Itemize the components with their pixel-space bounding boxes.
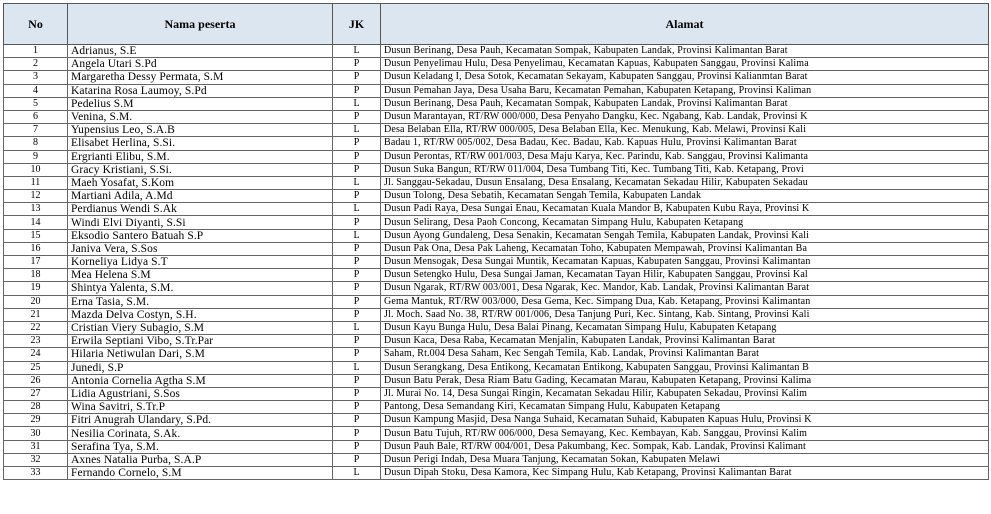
cell-alamat: Dusun Pemahan Jaya, Desa Usaha Baru, Kecamatan Pemahan, Kabupaten Ketapang, Provinsi Kaliman bbox=[381, 84, 989, 97]
cell-no: 3 bbox=[4, 71, 68, 84]
cell-nama: Lidia Agustriani, S.Sos bbox=[68, 387, 333, 400]
cell-jk: L bbox=[333, 467, 381, 480]
cell-jk: P bbox=[333, 401, 381, 414]
header-alamat: Alamat bbox=[381, 4, 989, 45]
table-row bbox=[4, 58, 989, 71]
cell-no: 26 bbox=[4, 374, 68, 387]
cell-alamat: Dusun Ayong Gundaleng, Desa Senakin, Kecamatan Sengah Temila, Kabupaten Landak, Provinsi Kali bbox=[381, 229, 989, 242]
cell-alamat: Dusun Penyelimau Hulu, Desa Penyelimau, Kecamatan Kapuas, Kabupaten Sanggau, Provinsi Kalima bbox=[381, 58, 989, 71]
cell-nama: Mazda Delva Costyn, S.H. bbox=[68, 308, 333, 321]
cell-nama: Elisabet Herlina, S.Si. bbox=[68, 137, 333, 150]
cell-jk: P bbox=[333, 440, 381, 453]
cell-nama: Ergrianti Elibu, S.M. bbox=[68, 150, 333, 163]
cell-alamat: Dusun Pauh Bale, RT/RW 004/001, Desa Pakumbang, Kec. Sompak, Kab. Landak, Provinsi Kalimant bbox=[381, 440, 989, 453]
cell-no: 13 bbox=[4, 203, 68, 216]
table-row bbox=[4, 163, 989, 176]
cell-nama: Adrianus, S.E bbox=[68, 45, 333, 58]
cell-no: 31 bbox=[4, 440, 68, 453]
cell-jk: L bbox=[333, 97, 381, 110]
cell-jk: P bbox=[333, 58, 381, 71]
cell-no: 23 bbox=[4, 335, 68, 348]
cell-alamat: Desa Belaban Ella, RT/RW 000/005, Desa Belaban Ella, Kec. Menukung, Kab. Melawi, Provinsi Kali bbox=[381, 124, 989, 137]
cell-jk: P bbox=[333, 190, 381, 203]
cell-nama: Janiva Vera, S.Sos bbox=[68, 242, 333, 255]
table-row bbox=[4, 150, 989, 163]
cell-no: 6 bbox=[4, 110, 68, 123]
participant-table bbox=[3, 3, 989, 480]
table-row bbox=[4, 176, 989, 189]
cell-no: 20 bbox=[4, 295, 68, 308]
cell-nama: Erwila Septiani Vibo, S.Tr.Par bbox=[68, 335, 333, 348]
table-row bbox=[4, 321, 989, 334]
cell-no: 30 bbox=[4, 427, 68, 440]
table-row bbox=[4, 440, 989, 453]
cell-no: 14 bbox=[4, 216, 68, 229]
cell-alamat: Dusun Setengko Hulu, Desa Sungai Jaman, Kecamatan Tayan Hilir, Kabupaten Sanggau, Provinsi Kal bbox=[381, 269, 989, 282]
table-row bbox=[4, 45, 989, 58]
cell-no: 15 bbox=[4, 229, 68, 242]
cell-alamat: Dusun Pak Ona, Desa Pak Laheng, Kecamatan Toho, Kabupaten Mempawah, Provinsi Kalimantan Ba bbox=[381, 242, 989, 255]
table-row bbox=[4, 137, 989, 150]
cell-alamat: Dusun Serangkang, Desa Entikong, Kecamatan Entikong, Kabupaten Sanggau, Provinsi Kalimantan B bbox=[381, 361, 989, 374]
cell-alamat: Dusun Dipah Stoku, Desa Kamora, Kec Simpang Hulu, Kab Ketapang, Provinsi Kalimantan Barat bbox=[381, 467, 989, 480]
table-row bbox=[4, 84, 989, 97]
table-row bbox=[4, 256, 989, 269]
cell-no: 25 bbox=[4, 361, 68, 374]
cell-nama: Wina Savitri, S.Tr.P bbox=[68, 401, 333, 414]
table-row bbox=[4, 361, 989, 374]
cell-nama: Fernando Cornelo, S.M bbox=[68, 467, 333, 480]
cell-jk: P bbox=[333, 242, 381, 255]
cell-no: 5 bbox=[4, 97, 68, 110]
table-row bbox=[4, 427, 989, 440]
cell-jk: P bbox=[333, 163, 381, 176]
cell-nama: Gracy Kristiani, S.Si. bbox=[68, 163, 333, 176]
cell-alamat: Jl. Sanggau-Sekadau, Dusun Ensalang, Desa Ensalang, Kecamatan Sekadau Hilir, Kabupaten Sekadau bbox=[381, 176, 989, 189]
cell-alamat: Jl. Murai No. 14, Desa Sungai Ringin, Kecamatan Sekadau Hilir, Kabupaten Sekadau, Provinsi Kalim bbox=[381, 387, 989, 400]
cell-jk: L bbox=[333, 203, 381, 216]
cell-alamat: Dusun Batu Perak, Desa Riam Batu Gading, Kecamatan Marau, Kabupaten Ketapang, Provinsi Kalima bbox=[381, 374, 989, 387]
cell-no: 11 bbox=[4, 176, 68, 189]
cell-no: 2 bbox=[4, 58, 68, 71]
table-row bbox=[4, 269, 989, 282]
cell-alamat: Dusun Perontas, RT/RW 001/003, Desa Maju Karya, Kec. Parindu, Kab. Sanggau, Provinsi Kalimanta bbox=[381, 150, 989, 163]
cell-nama: Mea Helena S.M bbox=[68, 269, 333, 282]
cell-nama: Perdianus Wendi S.Ak bbox=[68, 203, 333, 216]
cell-jk: L bbox=[333, 361, 381, 374]
cell-no: 24 bbox=[4, 348, 68, 361]
table-row bbox=[4, 414, 989, 427]
cell-jk: P bbox=[333, 374, 381, 387]
cell-nama: Martiani Adila, A.Md bbox=[68, 190, 333, 203]
cell-jk: L bbox=[333, 45, 381, 58]
table-row bbox=[4, 124, 989, 137]
table-row bbox=[4, 110, 989, 123]
cell-nama: Shintya Yalenta, S.M. bbox=[68, 282, 333, 295]
table-row bbox=[4, 387, 989, 400]
cell-no: 1 bbox=[4, 45, 68, 58]
cell-no: 17 bbox=[4, 256, 68, 269]
cell-jk: P bbox=[333, 308, 381, 321]
cell-alamat: Dusun Berinang, Desa Pauh, Kecamatan Sompak, Kabupaten Landak, Provinsi Kalimantan Barat bbox=[381, 45, 989, 58]
cell-alamat: Pantong, Desa Semandang Kiri, Kecamatan Simpang Hulu, Kabupaten Ketapang bbox=[381, 401, 989, 414]
cell-nama: Margaretha Dessy Permata, S.M bbox=[68, 71, 333, 84]
cell-no: 28 bbox=[4, 401, 68, 414]
table-row bbox=[4, 97, 989, 110]
cell-jk: P bbox=[333, 335, 381, 348]
cell-alamat: Dusun Kaca, Desa Raba, Kecamatan Menjalin, Kabupaten Landak, Provinsi Kalimantan Barat bbox=[381, 335, 989, 348]
cell-alamat: Dusun Padi Raya, Desa Sungai Enau, Kecamatan Kuala Mandor B, Kabupaten Kubu Raya, Provinsi K bbox=[381, 203, 989, 216]
cell-nama: Serafina Tya, S.M. bbox=[68, 440, 333, 453]
cell-alamat: Dusun Marantayan, RT/RW 000/000, Desa Penyaho Dangku, Kec. Ngabang, Kab. Landak, Provinsi K bbox=[381, 110, 989, 123]
cell-nama: Korneliya Lidya S.T bbox=[68, 256, 333, 269]
cell-no: 10 bbox=[4, 163, 68, 176]
table-row bbox=[4, 295, 989, 308]
table-row bbox=[4, 229, 989, 242]
table-row bbox=[4, 453, 989, 466]
cell-no: 27 bbox=[4, 387, 68, 400]
cell-jk: P bbox=[333, 387, 381, 400]
header-row bbox=[4, 4, 989, 45]
table-row bbox=[4, 467, 989, 480]
cell-alamat: Dusun Mensogak, Desa Sungai Muntik, Kecamatan Kapuas, Kabupaten Sanggau, Provinsi Kalimantan bbox=[381, 256, 989, 269]
cell-alamat: Dusun Tolong, Desa Sebatih, Kecamatan Sengah Temila, Kabupaten Landak bbox=[381, 190, 989, 203]
cell-alamat: Dusun Berinang, Desa Pauh, Kecamatan Sompak, Kabupaten Landak, Provinsi Kalimantan Barat bbox=[381, 97, 989, 110]
cell-no: 33 bbox=[4, 467, 68, 480]
table-body bbox=[4, 45, 989, 480]
cell-jk: P bbox=[333, 269, 381, 282]
cell-no: 8 bbox=[4, 137, 68, 150]
table-row bbox=[4, 374, 989, 387]
header-jk: JK bbox=[333, 4, 381, 45]
cell-no: 9 bbox=[4, 150, 68, 163]
table-row bbox=[4, 203, 989, 216]
table-row bbox=[4, 242, 989, 255]
cell-alamat: Dusun Kampung Masjid, Desa Nanga Suhaid, Kecamatan Suhaid, Kabupaten Kapuas Hulu, Provinsi K bbox=[381, 414, 989, 427]
header-nama: Nama peserta bbox=[68, 4, 333, 45]
table-row bbox=[4, 71, 989, 84]
cell-no: 22 bbox=[4, 321, 68, 334]
cell-nama: Axnes Natalia Purba, S.A.P bbox=[68, 453, 333, 466]
cell-jk: P bbox=[333, 150, 381, 163]
cell-nama: Yupensius Leo, S.A.B bbox=[68, 124, 333, 137]
cell-alamat: Gema Mantuk, RT/RW 003/000, Desa Gema, Kec. Simpang Dua, Kab. Ketapang, Provinsi Kalimantan bbox=[381, 295, 989, 308]
cell-jk: L bbox=[333, 229, 381, 242]
cell-nama: Junedi, S.P bbox=[68, 361, 333, 374]
cell-nama: Hilaria Netiwulan Dari, S.M bbox=[68, 348, 333, 361]
cell-no: 7 bbox=[4, 124, 68, 137]
cell-alamat: Dusun Kayu Bunga Hulu, Desa Balai Pinang, Kecamatan Simpang Hulu, Kabupaten Ketapang bbox=[381, 321, 989, 334]
cell-jk: P bbox=[333, 282, 381, 295]
table-row bbox=[4, 335, 989, 348]
cell-jk: P bbox=[333, 414, 381, 427]
cell-nama: Windi Elvi Diyanti, S.Si bbox=[68, 216, 333, 229]
cell-nama: Erna Tasia, S.M. bbox=[68, 295, 333, 308]
cell-jk: P bbox=[333, 137, 381, 150]
cell-jk: L bbox=[333, 176, 381, 189]
cell-no: 21 bbox=[4, 308, 68, 321]
cell-nama: Nesilia Corinata, S.Ak. bbox=[68, 427, 333, 440]
cell-nama: Maeh Yosafat, S.Kom bbox=[68, 176, 333, 189]
cell-no: 29 bbox=[4, 414, 68, 427]
table-row bbox=[4, 190, 989, 203]
cell-jk: P bbox=[333, 295, 381, 308]
cell-alamat: Dusun Perigi Indah, Desa Muara Tanjung, Kecamatan Sokan, Kabupaten Melawi bbox=[381, 453, 989, 466]
table-row bbox=[4, 282, 989, 295]
table-row bbox=[4, 308, 989, 321]
cell-jk: P bbox=[333, 348, 381, 361]
cell-nama: Cristian Viery Subagio, S.M bbox=[68, 321, 333, 334]
cell-alamat: Dusun Ngarak, RT/RW 003/001, Desa Ngarak, Kec. Mandor, Kab. Landak, Provinsi Kalimantan Barat bbox=[381, 282, 989, 295]
cell-nama: Antonia Cornelia Agtha S.M bbox=[68, 374, 333, 387]
cell-jk: P bbox=[333, 71, 381, 84]
cell-alamat: Jl. Moch. Saad No. 38, RT/RW 001/006, Desa Tanjung Puri, Kec. Sintang, Kab. Sintang, Provinsi Kali bbox=[381, 308, 989, 321]
cell-no: 19 bbox=[4, 282, 68, 295]
cell-no: 18 bbox=[4, 269, 68, 282]
cell-jk: P bbox=[333, 453, 381, 466]
cell-no: 4 bbox=[4, 84, 68, 97]
cell-no: 16 bbox=[4, 242, 68, 255]
table-row bbox=[4, 348, 989, 361]
cell-nama: Venina, S.M. bbox=[68, 110, 333, 123]
cell-jk: P bbox=[333, 216, 381, 229]
cell-alamat: Dusun Suka Bangun, RT/RW 011/004, Desa Tumbang Titi, Kec. Tumbang Titi, Kab. Ketapang, Provi bbox=[381, 163, 989, 176]
cell-jk: P bbox=[333, 84, 381, 97]
table-row bbox=[4, 216, 989, 229]
cell-jk: L bbox=[333, 124, 381, 137]
cell-alamat: Dusun Selirang, Desa Paoh Concong, Kecamatan Simpang Hulu, Kabupaten Ketapang bbox=[381, 216, 989, 229]
cell-jk: P bbox=[333, 427, 381, 440]
cell-nama: Fitri Anugrah Ulandary, S.Pd. bbox=[68, 414, 333, 427]
cell-nama: Eksodio Santero Batuah S.P bbox=[68, 229, 333, 242]
cell-no: 32 bbox=[4, 453, 68, 466]
cell-alamat: Dusun Keladang I, Desa Sotok, Kecamatan Sekayam, Kabupaten Sanggau, Provinsi Kalianmtan Barat bbox=[381, 71, 989, 84]
header-no: No bbox=[4, 4, 68, 45]
cell-no: 12 bbox=[4, 190, 68, 203]
table-row bbox=[4, 401, 989, 414]
cell-nama: Angela Utari S.Pd bbox=[68, 58, 333, 71]
cell-nama: Katarina Rosa Laumoy, S.Pd bbox=[68, 84, 333, 97]
cell-jk: P bbox=[333, 110, 381, 123]
cell-jk: P bbox=[333, 256, 381, 269]
cell-nama: Pedelius S.M bbox=[68, 97, 333, 110]
cell-jk: L bbox=[333, 321, 381, 334]
cell-alamat: Dusun Batu Tujuh, RT/RW 006/000, Desa Semayang, Kec. Kembayan, Kab. Sanggau, Provinsi Kalim bbox=[381, 427, 989, 440]
cell-alamat: Badau 1, RT/RW 005/002, Desa Badau, Kec. Badau, Kab. Kapuas Hulu, Provinsi Kalimantan Barat bbox=[381, 137, 989, 150]
cell-alamat: Saham, Rt.004 Desa Saham, Kec Sengah Temila, Kab. Landak, Provinsi Kalimantan Barat bbox=[381, 348, 989, 361]
